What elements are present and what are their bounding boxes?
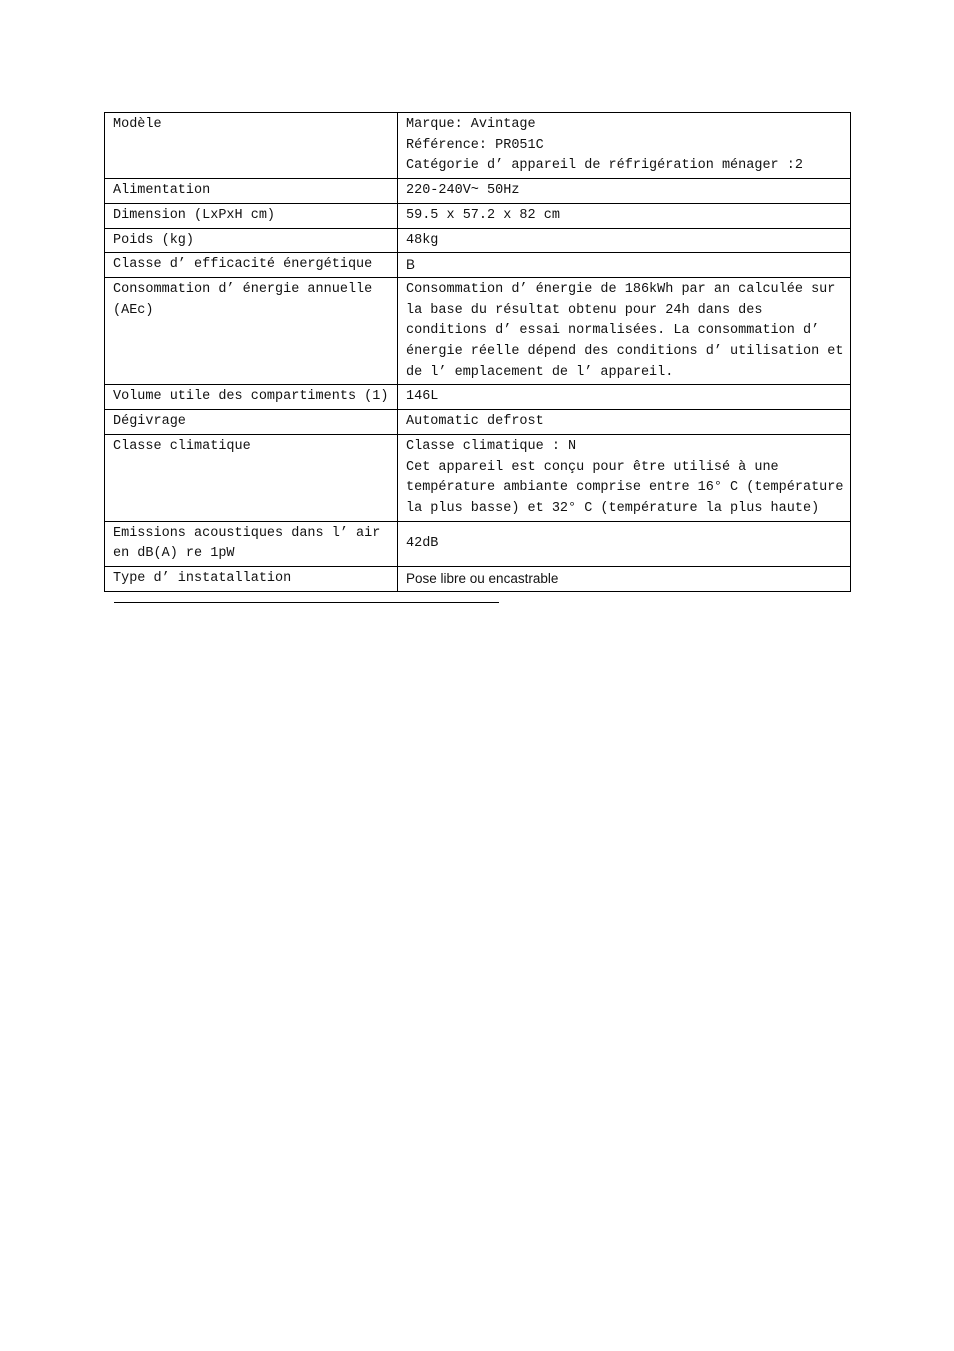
row-value: 59.5 x 57.2 x 82 cm <box>398 203 851 228</box>
table-row-classe-climatique <box>105 434 851 521</box>
table-row-type-installation <box>105 567 851 592</box>
table-row-modele <box>105 113 851 179</box>
table-row-consommation <box>105 277 851 385</box>
row-value: 146L <box>398 385 851 410</box>
specifications-table <box>104 112 851 592</box>
row-value: 220-240V~ 50Hz <box>398 179 851 204</box>
table-row-alimentation <box>105 179 851 204</box>
footnote-separator <box>114 602 499 603</box>
table-row-volume <box>105 385 851 410</box>
row-value: 48kg <box>398 228 851 253</box>
table-row-emissions <box>105 521 851 566</box>
table-row-degivrage <box>105 410 851 435</box>
row-label: Consommation d’ énergie annuelle (AEc) <box>105 277 398 385</box>
row-label: Classe climatique <box>105 434 398 521</box>
table-row-poids <box>105 228 851 253</box>
table-row-classe-efficacite <box>105 253 851 278</box>
row-value: Marque: Avintage Référence: PR051C Catégorie d’ appareil de réfrigération ménager :2 <box>398 113 851 179</box>
row-label: Alimentation <box>105 179 398 204</box>
row-label: Modèle <box>105 113 398 179</box>
row-label: Volume utile des compartiments (1) <box>105 385 398 410</box>
table-row-dimension <box>105 203 851 228</box>
row-label: Dégivrage <box>105 410 398 435</box>
row-value: 42dB <box>398 521 851 566</box>
row-value: Consommation d’ énergie de 186kWh par an calculée sur la base du résultat obtenu pour 24h dans des conditions d’ essai normalisées. La consommation d’ énergie réelle dépend des conditions d’ utilisation et de l’ emplacement de l’ appareil. <box>398 277 851 385</box>
row-label: Poids (kg) <box>105 228 398 253</box>
row-value: Pose libre ou encastrable <box>398 567 851 592</box>
row-label: Type d’ instatallation <box>105 567 398 592</box>
row-label: Dimension (LxPxH cm) <box>105 203 398 228</box>
row-label: Emissions acoustiques dans l’ air en dB(A) re 1pW <box>105 521 398 566</box>
row-value: Automatic defrost <box>398 410 851 435</box>
row-value: B <box>398 253 851 278</box>
row-value: Classe climatique : N Cet appareil est conçu pour être utilisé à une température ambiante comprise entre 16° C (température la plus basse) et 32° C (température la plus haute) <box>398 434 851 521</box>
row-label: Classe d’ efficacité énergétique <box>105 253 398 278</box>
